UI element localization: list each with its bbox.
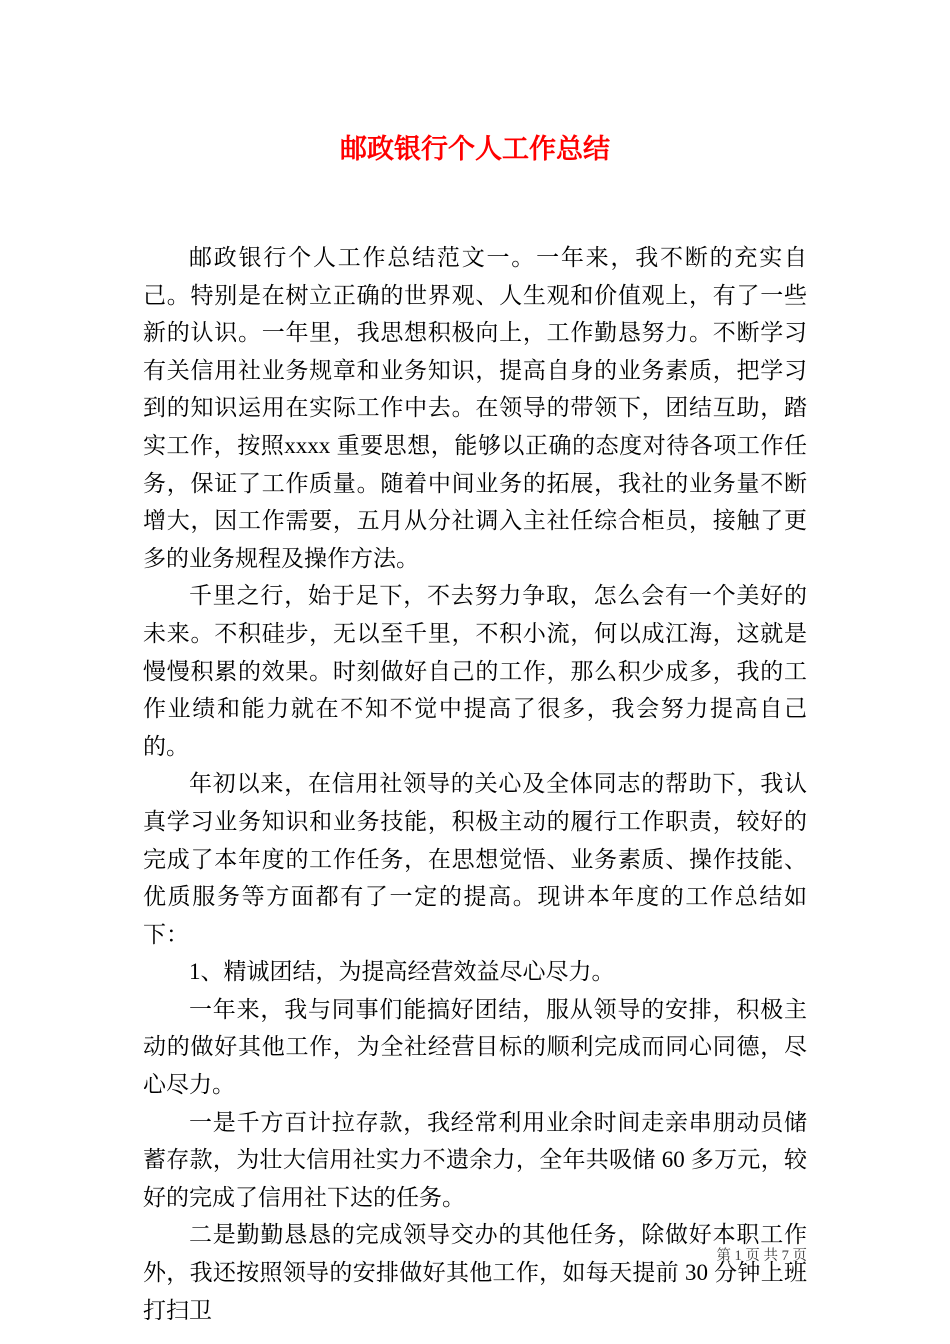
body-paragraph: 一年来，我与同事们能搞好团结，服从领导的安排，积极主动的做好其他工作，为全社经营目标的顺利完成而同心同德，尽心尽力。 (143, 996, 807, 1098)
body-paragraph: 二是勤勤恳恳的完成领导交办的其他任务，除做好本职工作外，我还按照领导的安排做好其他工作，如每天提前 30 分钟上班打扫卫 (143, 1222, 807, 1323)
document-body (143, 239, 807, 1329)
body-paragraph: 一是千方百计拉存款，我经常利用业余时间走亲串朋动员储蓄存款，为壮大信用社实力不遗余力，全年共吸储 60 多万元，较好的完成了信用社下达的任务。 (143, 1109, 807, 1210)
body-paragraph: 1、精诚团结，为提高经营效益尽心尽力。 (189, 959, 615, 985)
body-paragraph: 年初以来，在信用社领导的关心及全体同志的帮助下，我认真学习业务知识和业务技能，积极主动的履行工作职责，较好的完成了本年度的工作任务，在思想觉悟、业务素质、操作技能、优质服务等方面都有了一定的提高。现讲本年度的工作总结如下： (143, 771, 807, 947)
body-paragraph: 邮政银行个人工作总结范文一。一年来，我不断的充实自己。特别是在树立正确的世界观、人生观和价值观上，有了一些新的认识。一年里，我思想积极向上，工作勤恳努力。不断学习有关信用社业务规章和业务知识，提高自身的业务素质，把学习到的知识运用在实际工作中去。在领导的带领下，团结互助，踏实工作，按照xxxx 重要思想，能够以正确的态度对待各项工作任务，保证了工作质量。随着中间业务的拓展，我社的业务量不断增大，因工作需要，五月从分社调入主社任综合柜员，接触了更多的业务规程及操作方法。 (143, 245, 807, 571)
page-number: 第 1 页 共 7 页 (716, 1248, 807, 1264)
body-paragraph: 千里之行，始于足下，不去努力争取，怎么会有一个美好的未来。不积硅步，无以至千里，不积小流，何以成江海，这就是慢慢积累的效果。时刻做好自己的工作，那么积少成多，我的工作业绩和能力就在不知不觉中提高了很多，我会努力提高自己的。 (143, 583, 807, 759)
document-title: 邮政银行个人工作总结 (340, 134, 610, 164)
page-footer (716, 1247, 807, 1265)
